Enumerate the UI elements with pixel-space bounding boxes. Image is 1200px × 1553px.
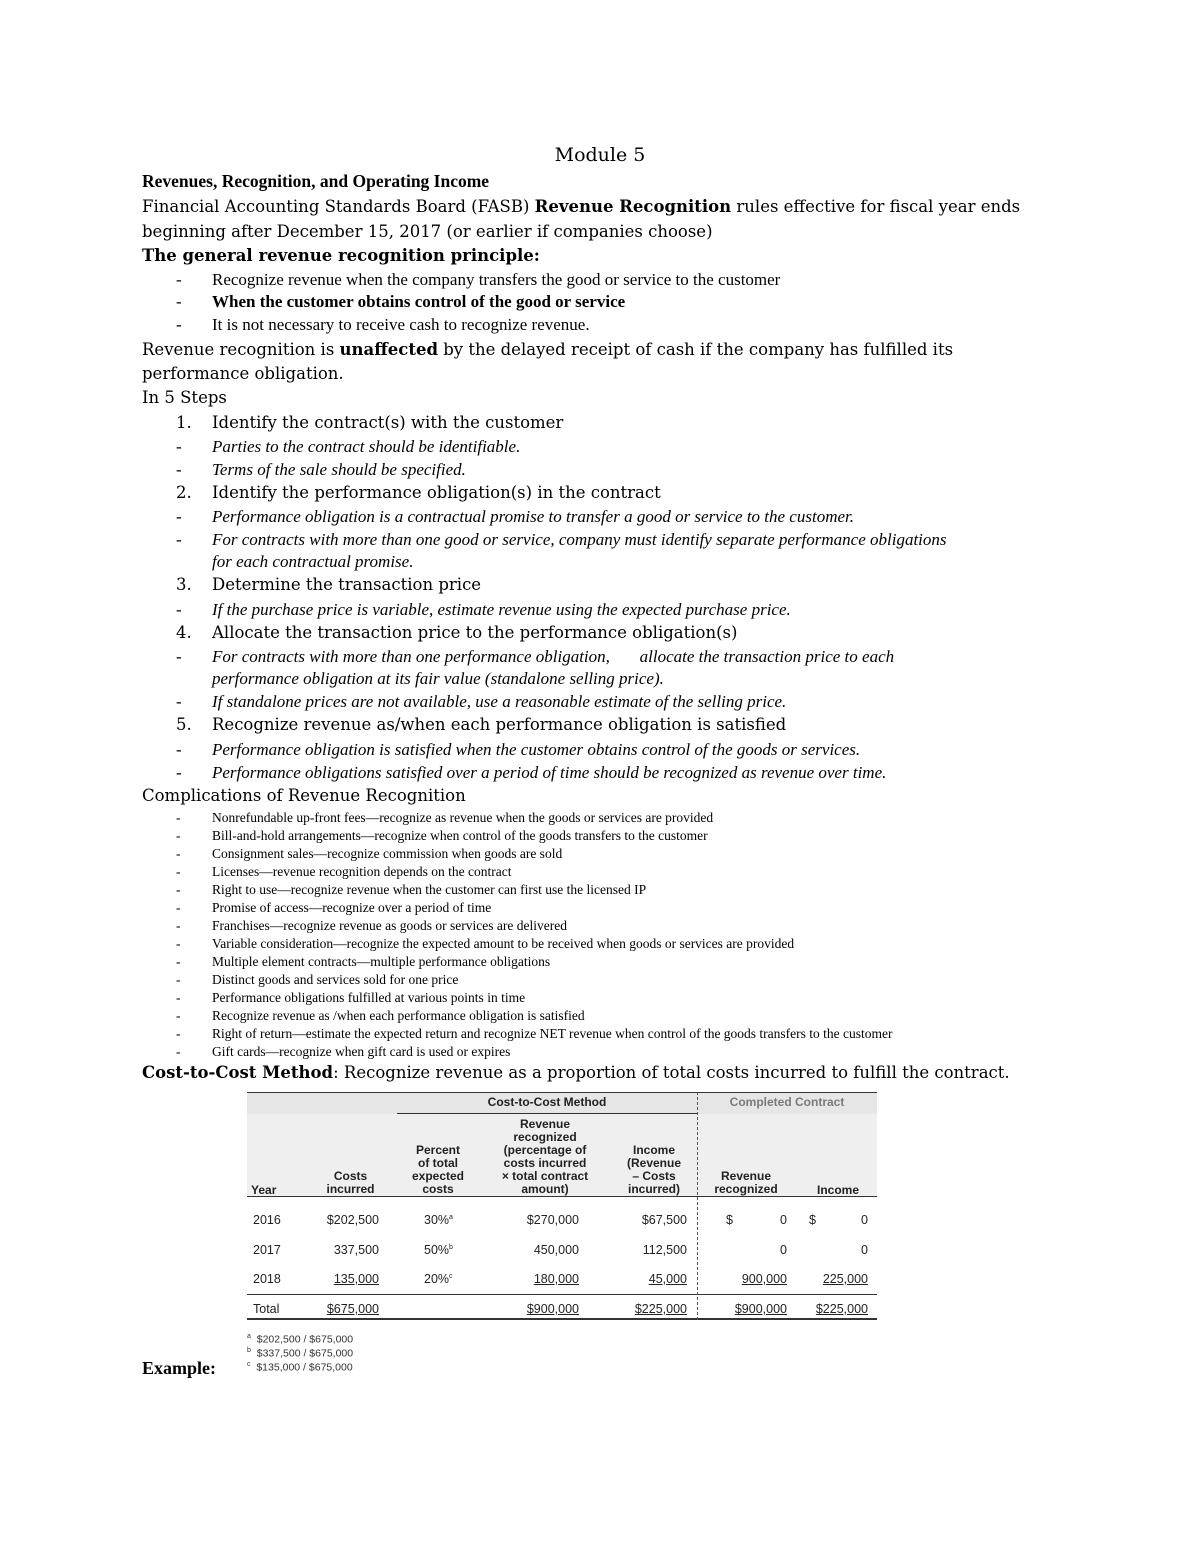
bullet-dash: -: [176, 270, 182, 289]
step-sub: Terms of the sale should be specified.: [212, 460, 466, 479]
cell-cc-revenue: 0: [780, 1243, 787, 1257]
complication-item: Licenses—revenue recognition depends on the contract: [212, 864, 512, 879]
footnote: $^c$ $135,000 / $675,000: [247, 1361, 353, 1374]
bullet-dash: -: [176, 1008, 181, 1023]
bullet-dash: -: [176, 460, 182, 479]
bullet-dash: -: [176, 972, 181, 987]
step-text: Allocate the transaction price to the performance obligation(s): [212, 623, 738, 642]
complication-item: Multiple element contracts—multiple performance obligations: [212, 954, 551, 969]
bullet-dash: -: [176, 864, 181, 879]
cell-year: 2017: [253, 1243, 281, 1257]
cell-cc-revenue: 900,000: [741, 1272, 787, 1286]
cell-percent: 50%$^b$: [424, 1243, 453, 1257]
step-sub: If standalone prices are not available, use a reasonable estimate of the selling price.: [212, 692, 787, 711]
complication-item: Distinct goods and services sold for one price: [212, 972, 459, 987]
complication-item: Right of return—estimate the expected return and recognize NET revenue when control of the goods transfers to the customer: [212, 1026, 893, 1041]
step-text: Identify the contract(s) with the customer: [212, 413, 564, 432]
header-costs: Costs incurred: [326, 1169, 375, 1196]
unaffected-line-1: Revenue recognition is unaffected by the delayed receipt of cash if the company has fulfilled its: [142, 340, 954, 359]
table-rule: [397, 1113, 697, 1114]
section-heading: Revenues, Recognition, and Operating Income: [142, 171, 490, 191]
cost-to-cost-line: Cost-to-Cost Method: Recognize revenue as a proportion of total costs incurred to fulfill the contract.: [142, 1063, 1010, 1082]
header-year: Year: [251, 1183, 277, 1197]
step-text: Identify the performance obligation(s) in the contract: [212, 483, 661, 502]
bullet-dash: -: [176, 936, 181, 951]
bullet-dash: -: [176, 530, 182, 549]
header-income: Income (Revenue – Costs incurred): [626, 1143, 682, 1196]
cell-year: 2016: [253, 1213, 281, 1227]
bullet-dash: -: [176, 600, 182, 619]
complication-item: Performance obligations fulfilled at various points in time: [212, 990, 526, 1005]
table-rule: [247, 1318, 877, 1320]
bullet-dash: -: [176, 647, 182, 666]
step-sub-continued: performance obligation at its fair value (standalone selling price).: [212, 669, 664, 688]
bullet-dash: -: [176, 507, 182, 526]
principle-item: Recognize revenue when the company transfers the good or service to the customer: [212, 270, 781, 289]
step-number: 1.: [176, 413, 192, 432]
table-rule: [247, 1092, 877, 1093]
cell-cc-rev-symbol: $: [726, 1213, 733, 1227]
cell-cc-inc-symbol: $: [809, 1213, 816, 1227]
step-sub: Performance obligations satisfied over a period of time should be recognized as revenue over time.: [212, 763, 887, 782]
cell-costs: 135,000: [333, 1272, 379, 1286]
bullet-dash: -: [176, 315, 182, 334]
step-sub: Performance obligation is satisfied when the customer obtains control of the goods or services.: [212, 740, 861, 759]
cell-total-cc-income: $225,000: [815, 1302, 868, 1316]
bullet-dash: -: [176, 763, 182, 782]
table-rule: [247, 1196, 877, 1197]
step-text: Determine the transaction price: [212, 575, 482, 594]
intro-line-2: beginning after December 15, 2017 (or earlier if companies choose): [142, 222, 713, 241]
complication-item: Bill-and-hold arrangements—recognize when control of the goods transfers to the customer: [212, 828, 708, 843]
step-number: 4.: [176, 623, 192, 642]
cell-total-income: $225,000: [634, 1302, 687, 1316]
bullet-dash: -: [176, 437, 182, 456]
complication-item: Franchises—recognize revenue as goods or services are delivered: [212, 918, 567, 933]
principle-item: It is not necessary to receive cash to recognize revenue.: [212, 315, 590, 334]
cell-revenue: 180,000: [533, 1272, 579, 1286]
example-label: Example:: [142, 1358, 216, 1378]
complication-item: Promise of access—recognize over a period of time: [212, 900, 492, 915]
cell-total-revenue: $900,000: [526, 1302, 579, 1316]
group-cost-to-cost: Cost-to-Cost Method: [487, 1095, 607, 1109]
complication-item: Consignment sales—recognize commission when goods are sold: [212, 846, 563, 861]
complication-item: Recognize revenue as /when each performance obligation is satisfied: [212, 1008, 585, 1023]
cell-cc-income: 0: [861, 1243, 868, 1257]
footnote: $^b$ $337,500 / $675,000: [247, 1347, 354, 1360]
cell-income: 112,500: [642, 1243, 687, 1257]
cell-total-cc-revenue: $900,000: [734, 1302, 787, 1316]
step-sub: For contracts with more than one performance obligation, allocate the transaction price to each: [212, 647, 895, 666]
step-sub: For contracts with more than one good or service, company must identify separate performance obligations: [212, 530, 947, 549]
bullet-dash: -: [176, 954, 181, 969]
complication-item: Gift cards—recognize when gift card is used or expires: [212, 1044, 511, 1059]
bullet-dash: -: [176, 292, 182, 311]
bullet-dash: -: [176, 900, 181, 915]
cell-revenue: $270,000: [526, 1213, 579, 1227]
bullet-dash: -: [176, 810, 181, 825]
header-cc-income: Income: [816, 1183, 859, 1197]
intro-line-1: Financial Accounting Standards Board (FASB) Revenue Recognition rules effective for fiscal year ends: [142, 197, 1021, 216]
bullet-dash: -: [176, 990, 181, 1005]
page-title: Module 5: [554, 144, 646, 166]
cell-cc-revenue: 0: [780, 1213, 787, 1227]
cell-cc-income: 0: [861, 1213, 868, 1227]
table-divider: [697, 1092, 698, 1320]
cell-costs: 337,500: [333, 1243, 379, 1257]
step-number: 2.: [176, 483, 192, 502]
bullet-dash: -: [176, 828, 181, 843]
step-text: Recognize revenue as/when each performance obligation is satisfied: [212, 715, 787, 734]
principle-item: When the customer obtains control of the good or service: [212, 292, 626, 311]
footnote: $^a$ $202,500 / $675,000: [247, 1333, 354, 1346]
bullet-dash: -: [176, 692, 182, 711]
step-number: 5.: [176, 715, 192, 734]
cost-to-cost-table: [247, 1092, 877, 1320]
header-cc-revenue: Revenue recognized: [714, 1169, 778, 1196]
bullet-dash: -: [176, 918, 181, 933]
complication-item: Nonrefundable up-front fees—recognize as revenue when the goods or services are provided: [212, 810, 714, 825]
bullet-dash: -: [176, 1044, 181, 1059]
group-completed-contract: Completed Contract: [729, 1095, 845, 1109]
header-revenue: Revenue recognized (percentage of costs incurred × total contract amount): [501, 1117, 589, 1196]
complications-heading: Complications of Revenue Recognition: [142, 786, 466, 805]
cell-percent: 30%$^a$: [424, 1213, 453, 1227]
unaffected-line-2: performance obligation.: [142, 364, 344, 383]
step-sub-continued: for each contractual promise.: [212, 552, 414, 571]
cell-total-costs: $675,000: [326, 1302, 379, 1316]
step-sub: If the purchase price is variable, estimate revenue using the expected purchase price.: [212, 600, 791, 619]
steps-heading: In 5 Steps: [142, 388, 227, 407]
bullet-dash: -: [176, 740, 182, 759]
principle-heading: The general revenue recognition principle:: [142, 246, 540, 265]
cell-percent: 20%$^c$: [424, 1272, 453, 1286]
complication-item: Variable consideration—recognize the expected amount to be received when goods or services are provided: [212, 936, 795, 951]
step-sub: Performance obligation is a contractual promise to transfer a good or service to the customer.: [212, 507, 854, 526]
cell-revenue: 450,000: [533, 1243, 579, 1257]
step-number: 3.: [176, 575, 192, 594]
bullet-dash: -: [176, 846, 181, 861]
cell-costs: $202,500: [326, 1213, 379, 1227]
bullet-dash: -: [176, 1026, 181, 1041]
complication-item: Right to use—recognize revenue when the customer can first use the licensed IP: [212, 882, 647, 897]
header-percent: Percent of total expected costs: [411, 1143, 465, 1196]
bullet-dash: -: [176, 882, 181, 897]
step-sub: Parties to the contract should be identifiable.: [212, 437, 521, 456]
table-rule: [247, 1294, 877, 1295]
cell-cc-income: 225,000: [822, 1272, 868, 1286]
cell-income: $67,500: [641, 1213, 687, 1227]
cell-year: 2018: [253, 1272, 281, 1286]
cell-total-label: Total: [253, 1302, 280, 1316]
cell-income: 45,000: [648, 1272, 687, 1286]
